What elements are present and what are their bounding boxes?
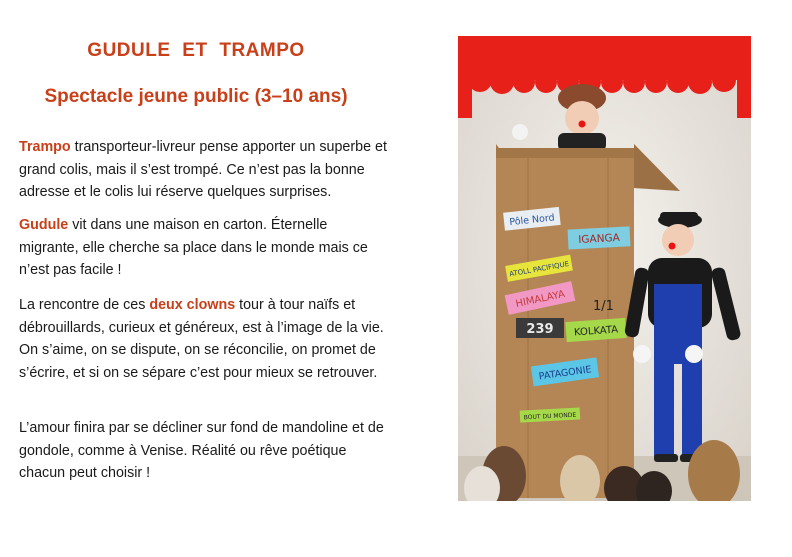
paragraph-clowns-before: La rencontre de ces: [19, 297, 150, 313]
page-title: GUDULE ET TRAMPO: [87, 40, 305, 61]
paragraph-trampo-text: transporteur-livreur pense apporter un superbe et grand colis, mais il s’est trompé. Ce n’est pas la bonne adresse et le colis lui réserve quelques surprises.: [19, 139, 387, 200]
label-number: 239: [526, 322, 554, 337]
clowns-photo: [458, 36, 751, 501]
label-himalaya: HIMALAYA: [514, 288, 566, 311]
label-kolkata: KOLKATA: [573, 324, 619, 339]
label-fraction: 1/1: [593, 299, 614, 314]
paragraph-clowns: [19, 294, 387, 384]
paragraph-trampo: [19, 136, 387, 204]
paragraph-gudule-text: vit dans une maison en carton. Éternelle migrante, elle cherche sa place dans le monde mais ce n’est pas facile !: [19, 217, 368, 278]
label-iganga: IGANGA: [577, 231, 621, 247]
name-gudule: Gudule: [19, 217, 69, 233]
paragraph-amour: L’amour finira par se décliner sur fond de mandoline et de gondole, comme à Venise. Réalité ou rêve poétique chacun peut choisir !: [19, 420, 384, 481]
label-atoll: ATOLL PACIFIQUE: [508, 259, 570, 279]
label-pole-nord: Pôle Nord: [508, 212, 556, 229]
name-trampo: Trampo: [19, 139, 71, 155]
paragraph-gudule: [19, 214, 387, 282]
page-subtitle: Spectacle jeune public (3–10 ans): [44, 86, 348, 107]
paragraph-clowns-after: tour à tour naïfs et débrouillards, curieux et généreux, est à l’image de la vie. On s’aime, on se dispute, on se réconcilie, on promet de s’écrire, et si on se sépare c’est pour mieux se retrouver.: [19, 297, 384, 381]
highlight-deux-clowns: deux clowns: [149, 297, 236, 313]
label-patagonie: PATAGONIE: [538, 364, 593, 383]
label-bout-du-monde: BOUT DU MONDE: [523, 411, 577, 422]
